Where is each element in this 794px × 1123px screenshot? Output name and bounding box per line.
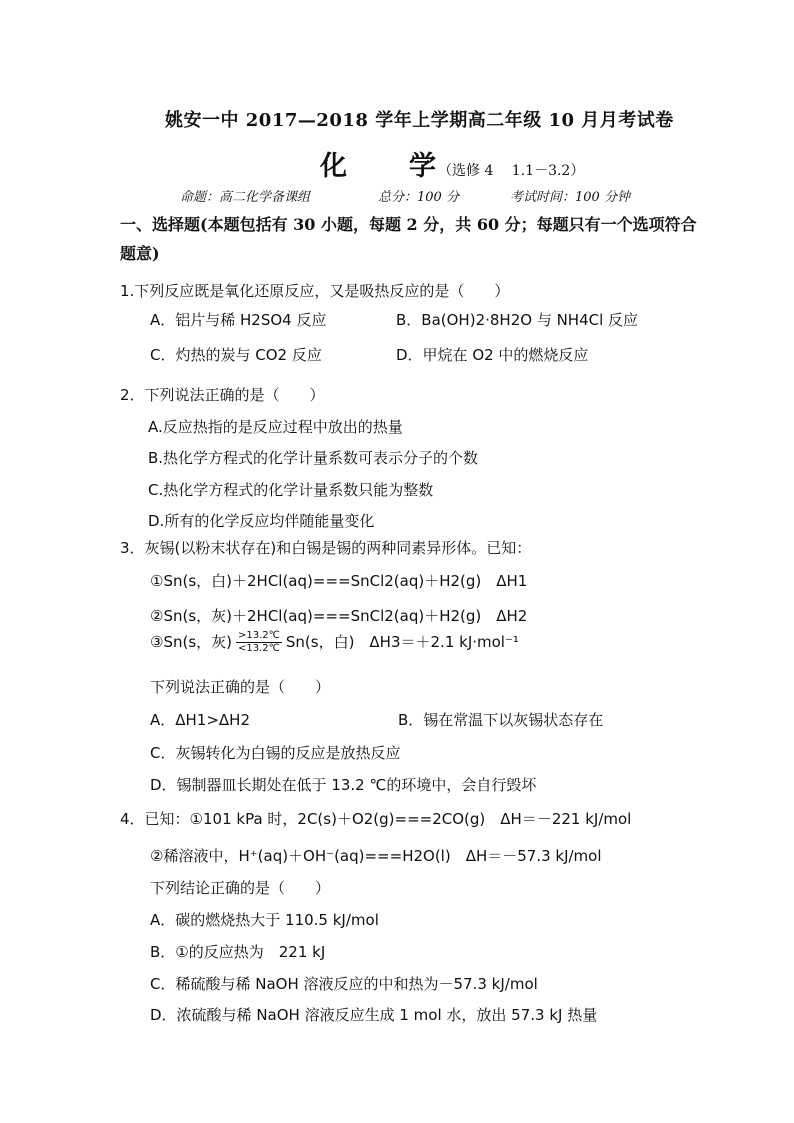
q4-option-b: B．①的反应热为 221 kJ <box>150 943 326 961</box>
section-heading-line1: 一、选择题(本题包括有 30 小题，每题 2 分，共 60 分；每题只有一个选项符合 <box>120 215 697 234</box>
q3-stem: 3．灰锡(以粉末状存在)和白锡是锡的两种同素异形体。已知： <box>120 539 532 557</box>
subject-note: （选修 4 1.1－3.2） <box>438 163 585 179</box>
q1-option-d: D．甲烷在 O2 中的燃烧反应 <box>396 346 589 364</box>
q2-option-b: B.热化学方程式的化学计量系数可表示分子的个数 <box>148 449 479 467</box>
meta-author: 命题：高二化学备课组 <box>180 190 311 205</box>
q3-option-a: A．ΔH1>ΔH2 <box>150 711 250 729</box>
q4-option-a: A．碳的燃烧热大于 110.5 kJ/mol <box>150 911 379 929</box>
section-heading-line2: 题意) <box>120 244 160 263</box>
meta-score: 总分：100 分 <box>378 190 459 205</box>
q1-stem: 1.下列反应既是氧化还原反应，又是吸热反应的是（ ） <box>120 282 510 300</box>
q3-prompt: 下列说法正确的是（ ） <box>150 678 331 696</box>
q1-option-b: B．Ba(OH)2·8H2O 与 NH4Cl 反应 <box>396 311 639 329</box>
subject-char-2: 学 <box>409 151 436 182</box>
q3-equation-2: ②Sn(s，灰)＋2HCl(aq)===SnCl2(aq)＋H2(g) ΔH2 <box>150 607 528 625</box>
exam-title: 姚安一中 2017—2018 学年上学期高二年级 10 月月考试卷 <box>165 110 674 131</box>
q3-option-b: B．锡在常温下以灰锡状态存在 <box>398 711 604 729</box>
q4-equation-2: ②稀溶液中，H⁺(aq)＋OH⁻(aq)===H2O(l) ΔH＝－57.3 kJ/mol <box>150 847 602 865</box>
q3-option-d: D．锡制器皿长期处在低于 13.2 ℃的环境中，会自行毁坏 <box>150 776 537 794</box>
subject-heading <box>320 144 584 183</box>
q3-equation-3 <box>150 630 519 655</box>
q3-option-c: C．灰锡转化为白锡的反应是放热反应 <box>150 744 401 762</box>
q2-stem: 2．下列说法正确的是（ ） <box>120 386 325 404</box>
q3-eq3-condition-top: >13.2℃ <box>238 630 280 641</box>
q2-option-c: C.热化学方程式的化学计量系数只能为整数 <box>148 481 434 499</box>
q3-eq3-left: ③Sn(s，灰) <box>150 633 232 651</box>
q3-eq3-condition <box>236 630 282 655</box>
q3-eq3-right: Sn(s，白) ΔH3＝＋2.1 kJ·mol⁻¹ <box>285 633 519 651</box>
q4-option-d: D．浓硫酸与稀 NaOH 溶液反应生成 1 mol 水，放出 57.3 kJ 热量 <box>150 1006 598 1024</box>
subject-char-1: 化 <box>320 151 347 182</box>
q2-option-a: A.反应热指的是反应过程中放出的热量 <box>148 418 403 436</box>
q3-eq3-condition-bottom: <13.2℃ <box>238 643 280 654</box>
q3-equation-1: ①Sn(s，白)＋2HCl(aq)===SnCl2(aq)＋H2(g) ΔH1 <box>150 572 528 590</box>
q4-stem: 4．已知：①101 kPa 时，2C(s)＋O2(g)===2CO(g) ΔH＝－221 kJ/mol <box>120 810 632 828</box>
q2-option-d: D.所有的化学反应均伴随能量变化 <box>148 512 375 530</box>
q4-prompt: 下列结论正确的是（ ） <box>150 879 331 897</box>
q1-option-c: C．灼热的炭与 CO2 反应 <box>150 346 322 364</box>
meta-time: 考试时间：100 分钟 <box>510 190 630 205</box>
q1-option-a: A．铝片与稀 H2SO4 反应 <box>150 311 327 329</box>
q4-option-c: C．稀硫酸与稀 NaOH 溶液反应的中和热为－57.3 kJ/mol <box>150 975 538 993</box>
